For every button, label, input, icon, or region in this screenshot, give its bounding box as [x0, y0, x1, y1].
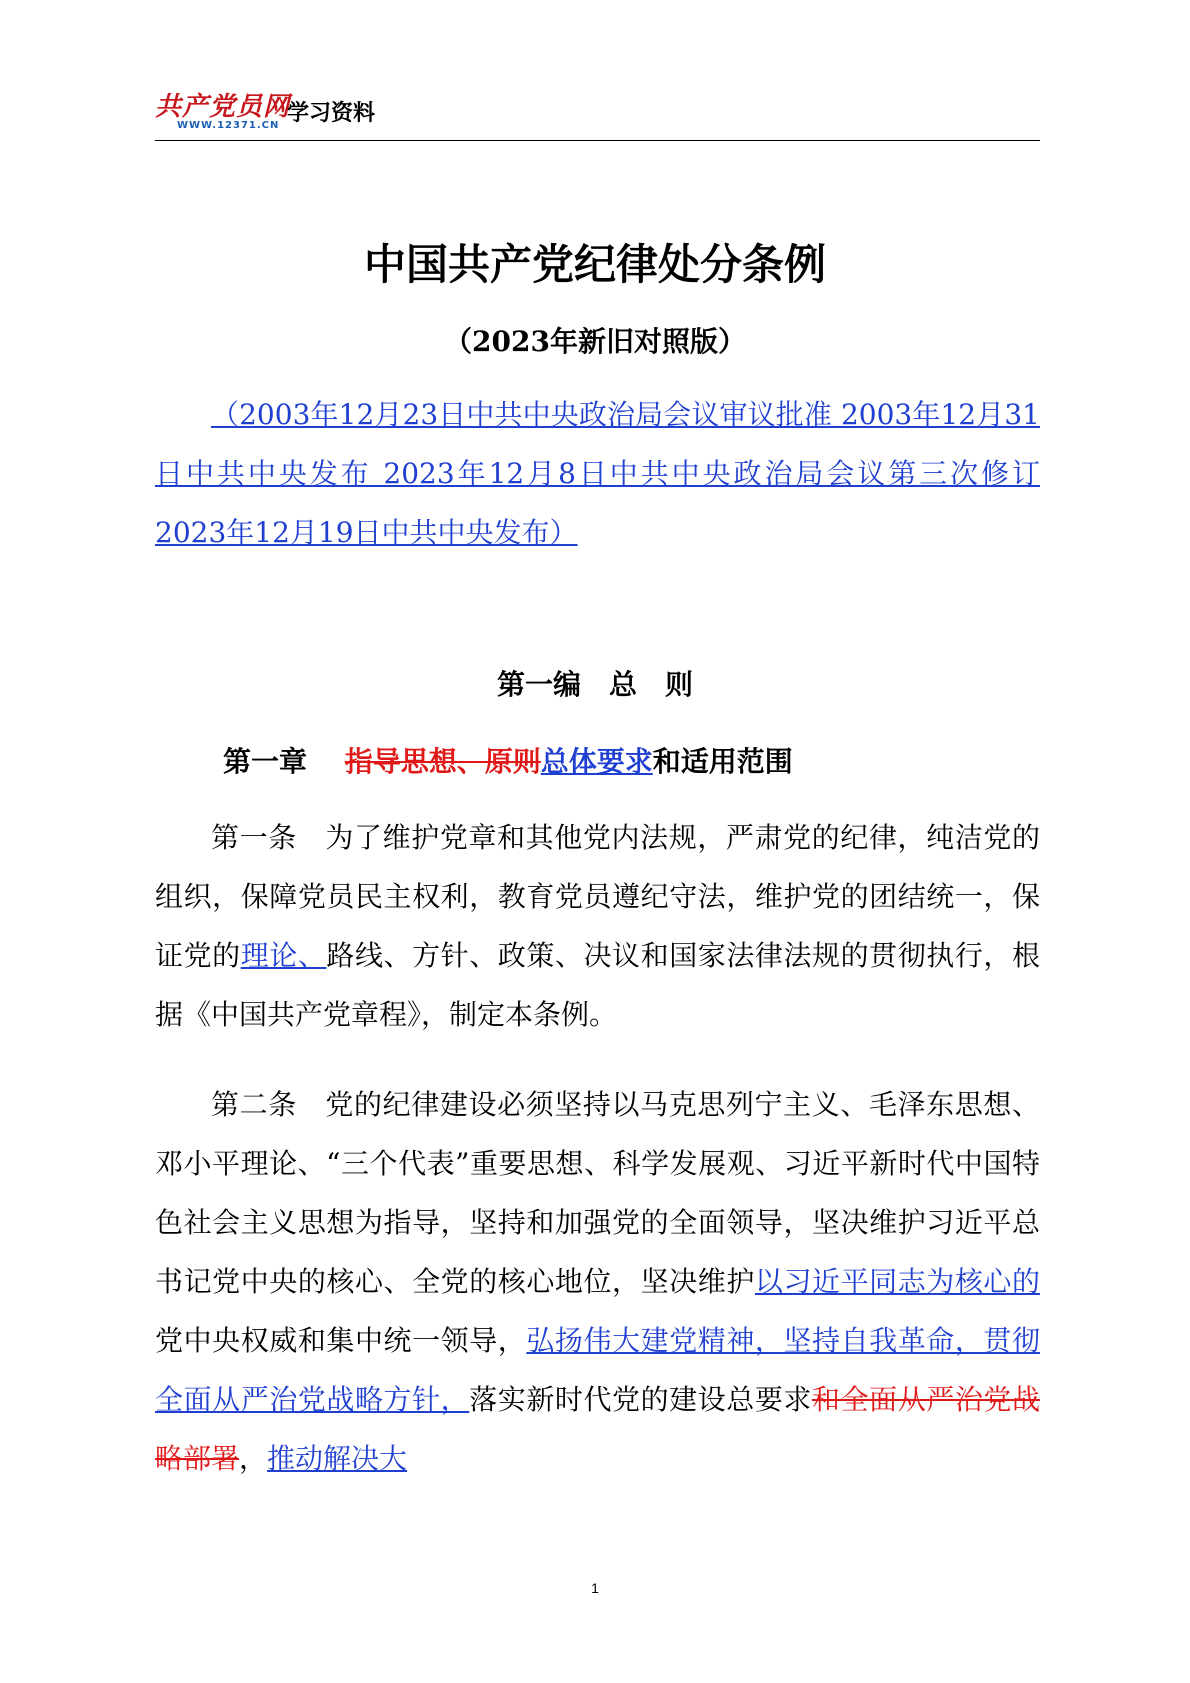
chapter-inserted-text: 总体要求: [540, 745, 653, 778]
chapter-heading: [223, 740, 793, 780]
article-2-inserted-2: 弘扬伟大建党精神，坚持自我革命，贯彻全面从严治党战略方针，: [155, 1324, 1040, 1416]
article-2-text-b: 党中央权威和集中统一领导，: [155, 1324, 527, 1357]
revision-note: [155, 385, 1040, 562]
document-title: 中国共产党纪律处分条例: [363, 240, 826, 289]
article-2-inserted-1: 以习近平同志为核心的: [754, 1265, 1040, 1298]
part-title: 第一编 总 则: [496, 668, 693, 701]
article-2: [155, 1075, 1040, 1488]
article-1-text-b: 路线、方针、政策、决议和国家法律法规的贯彻执行，根据《中国共产党章程》，制定本条例。: [155, 939, 1040, 1031]
site-logo: [155, 86, 291, 138]
chapter-deleted-text: 指导思想、原则: [344, 745, 541, 778]
article-2-text-d: ，: [239, 1442, 268, 1475]
chapter-label: 第一章: [223, 745, 308, 778]
revision-note-text: （2003年12月23日中共中央政治局会议审议批准 2003年12月31日中共中央发布 2023年12月8日中共中央政治局会议第三次修订 2023年12月19日中共中央发布）: [155, 398, 1040, 549]
article-2-text-a: 第二条 党的纪律建设必须坚持以马克思列宁主义、毛泽东思想、邓小平理论、“三个代表”重要思想、科学发展观、习近平新时代中国特色社会主义思想为指导，坚持和加强党的全面领导，坚决维护习近平总书记党中央的核心、全党的核心地位，坚决维护: [155, 1088, 1040, 1298]
article-2-text-c: 落实新时代党的建设总要求: [469, 1383, 813, 1416]
document-subtitle: （2023年新旧对照版）: [444, 325, 746, 358]
article-2-deleted-1: 和全面从严治党战略部署: [155, 1383, 1040, 1475]
logo-url: WWW.12371.CN: [177, 120, 280, 131]
header-divider: [155, 140, 1040, 141]
chapter-rest-text: 和适用范围: [652, 745, 793, 778]
logo-script: 共产党员网: [155, 92, 291, 122]
article-2-inserted-3: 推动解决大: [267, 1442, 408, 1475]
page-header: [155, 86, 1040, 142]
article-1-inserted-1: 理论、: [240, 939, 327, 972]
page-number: 1: [591, 1580, 599, 1596]
article-1: [155, 808, 1040, 1044]
article-1-text-a: 第一条 为了维护党章和其他党内法规，严肃党的纪律，纯洁党的组织，保障党员民主权利，教育党员遵纪守法，维护党的团结统一，保证党的: [155, 821, 1040, 972]
header-title: 学习资料: [287, 101, 376, 126]
